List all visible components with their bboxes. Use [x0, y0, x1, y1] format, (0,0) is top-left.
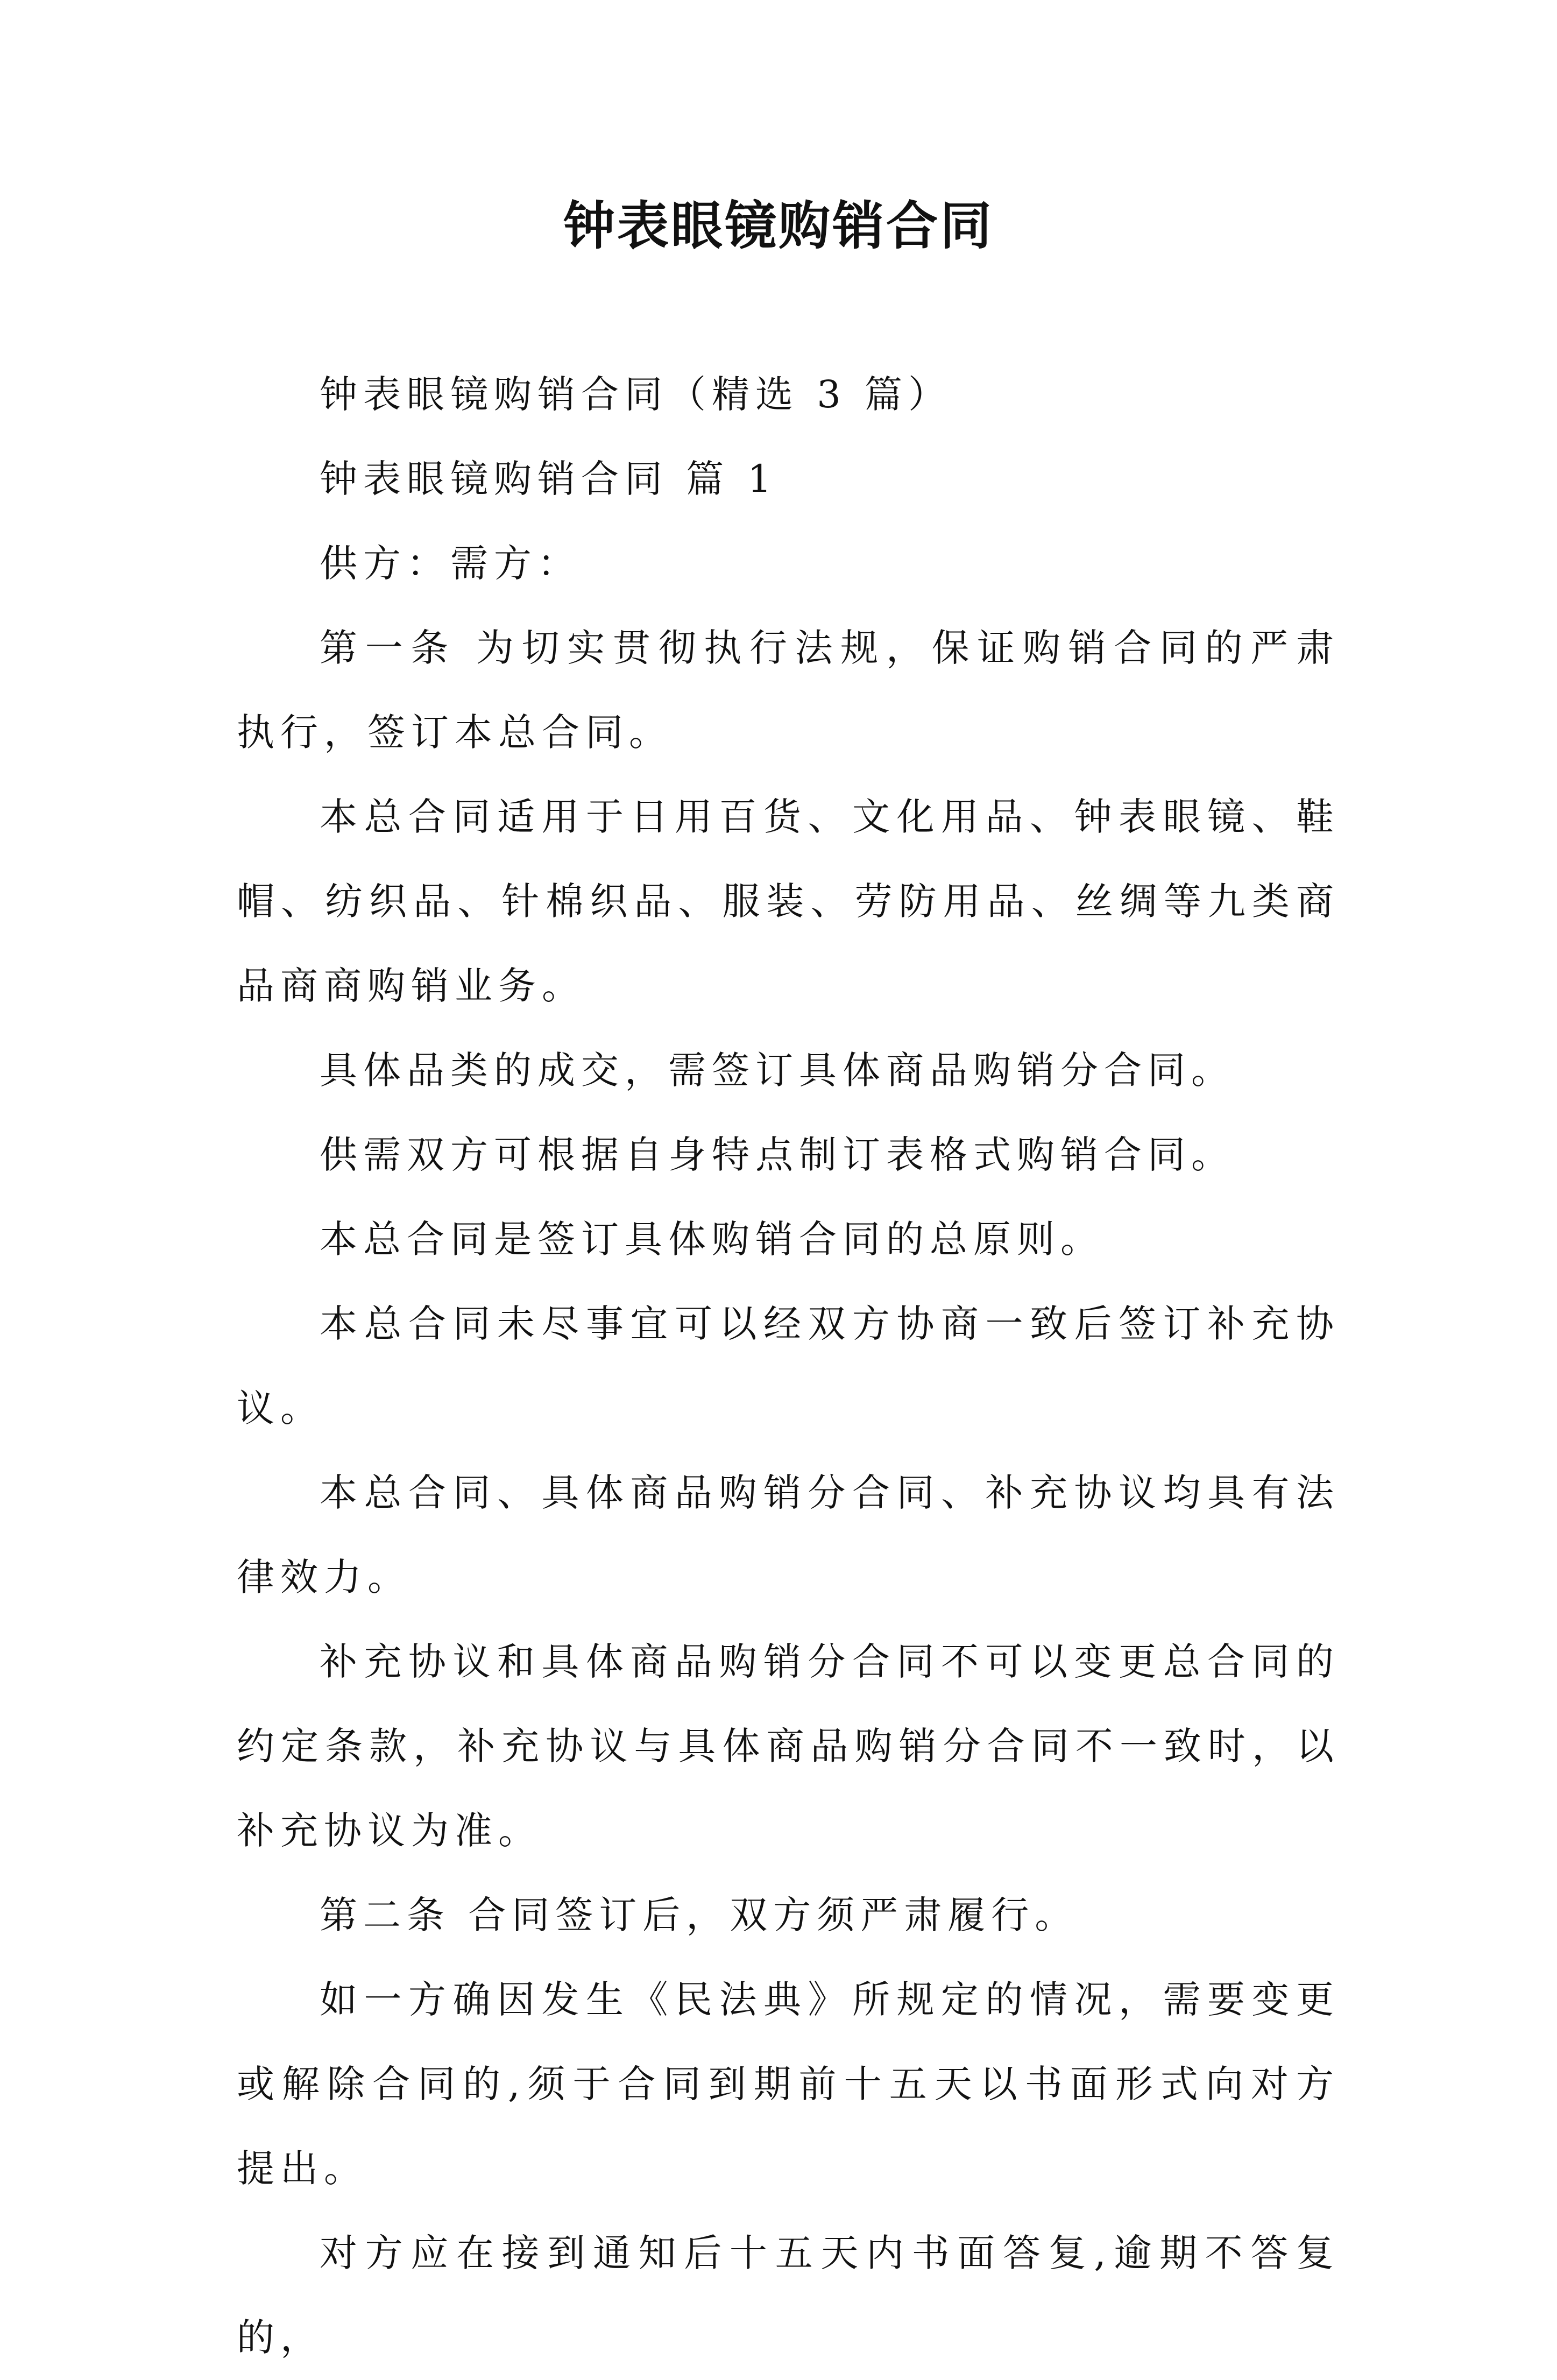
- paragraph: 钟表眼镜购销合同 篇 1: [320, 457, 778, 501]
- paragraph: 本总合同未尽事宜可以经双方协商一致后签订补充协议。: [237, 1302, 1340, 1430]
- paragraph: 如一方确因发生《民法典》所规定的情况，需要变更或解除合同的,须于合同到期前十五天以书面形式向对方提出。: [237, 1978, 1340, 2191]
- paragraph: 第二条 合同签订后，双方须严肃履行。: [320, 1893, 1079, 1937]
- paragraph: 补充协议和具体商品购销分合同不可以变更总合同的约定条款，补充协议与具体商品购销分合同不一致时，以补充协议为准。: [237, 1640, 1340, 1853]
- paragraph: 对方应在接到通知后十五天内书面答复,逾期不答复的，: [237, 2231, 1340, 2360]
- paragraph: 供需双方可根据自身特点制订表格式购销合同。: [320, 1133, 1235, 1177]
- paragraph: 第一条 为切实贯彻执行法规，保证购销合同的严肃执行，签订本总合同。: [237, 626, 1340, 754]
- paragraph: 本总合同是签订具体购销合同的总原则。: [320, 1217, 1104, 1261]
- paragraph: 具体品类的成交，需签订具体商品购销分合同。: [320, 1048, 1235, 1092]
- paragraph: 钟表眼镜购销合同（精选 3 篇）: [320, 372, 952, 416]
- paragraph: 本总合同适用于日用百货、文化用品、钟表眼镜、鞋帽、纺织品、针棉织品、服装、劳防用品、丝绸等九类商品商商购销业务。: [237, 795, 1340, 1008]
- paragraph: 供方：需方：: [320, 541, 581, 585]
- paragraph: 本总合同、具体商品购销分合同、补充协议均具有法律效力。: [237, 1471, 1340, 1599]
- document-title: 钟表眼镜购销合同: [563, 195, 994, 256]
- document-body: [237, 352, 1340, 2380]
